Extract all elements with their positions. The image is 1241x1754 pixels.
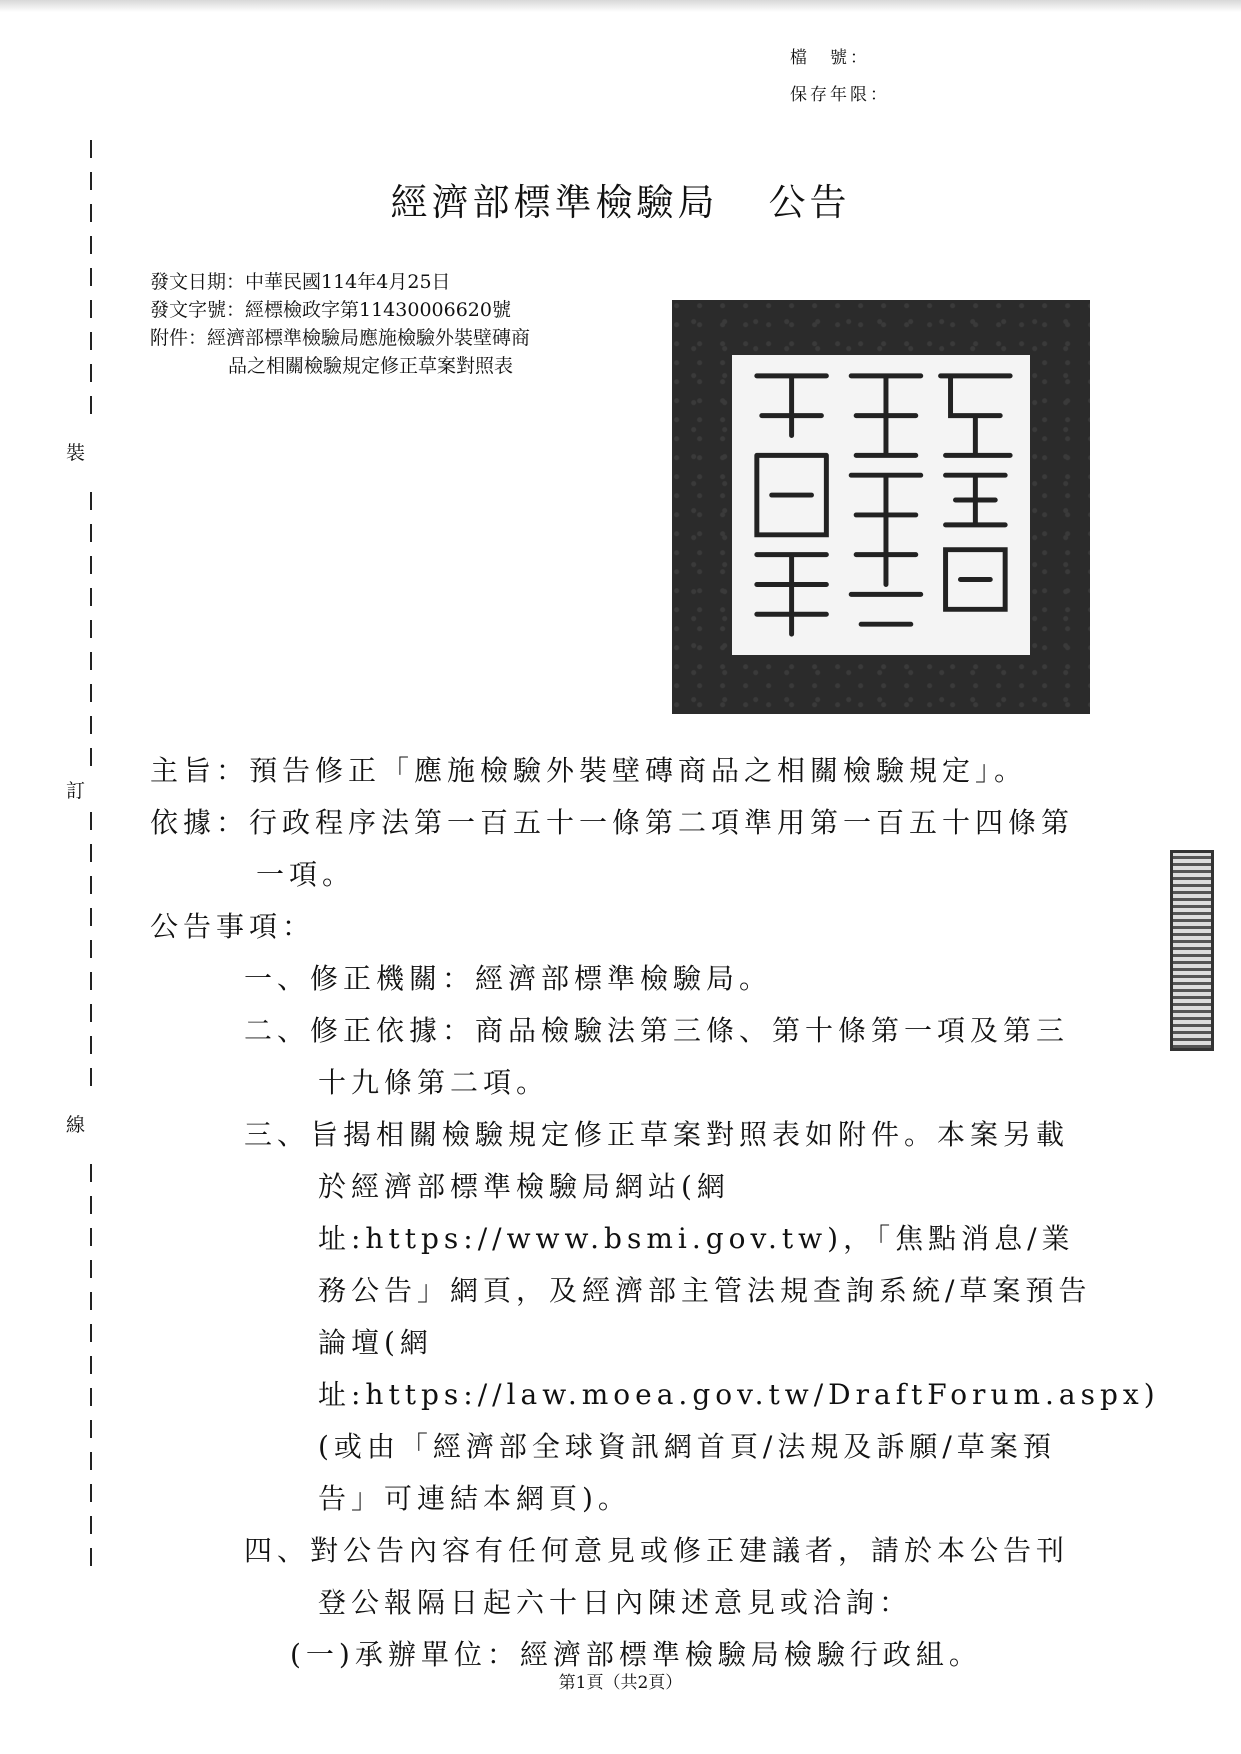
scan-edge <box>0 0 1241 12</box>
notice-heading: 公告事項： <box>150 910 316 943</box>
binding-tick <box>90 844 92 862</box>
file-number-label: 檔 號： <box>790 48 870 68</box>
binding-line <box>60 140 100 1600</box>
binding-tick <box>90 972 92 990</box>
binding-tick <box>90 812 92 830</box>
binding-tick <box>90 1516 92 1534</box>
binding-tick <box>90 652 92 670</box>
binding-tick <box>90 1484 92 1502</box>
binding-tick <box>90 140 92 158</box>
binding-tick <box>90 716 92 734</box>
title-agency: 經濟部標準檢驗局 <box>390 181 719 224</box>
attachment-line-1: 附件：經濟部標準檢驗局應施檢驗外裝壁磚商 <box>150 327 531 349</box>
binding-tick <box>90 908 92 926</box>
binding-char-xian: 線 <box>66 1114 86 1136</box>
binding-tick <box>90 268 92 286</box>
binding-tick <box>90 748 92 766</box>
binding-tick <box>90 1228 92 1246</box>
attachment-line-2: 品之相關檢驗規定修正草案對照表 <box>228 355 514 377</box>
page-title <box>0 172 1241 226</box>
retention-label: 保存年限： <box>790 85 890 105</box>
issue-number: 發文字號：經標檢政字第11430006620號 <box>150 299 511 321</box>
notice-item-2: 二、修正依據：商品檢驗法第三條、第十條第一項及第三十九條第二項。 <box>244 1014 1070 1099</box>
binding-char-ding: 訂 <box>66 780 86 802</box>
seal-glyphs-icon <box>732 355 1030 655</box>
binding-tick <box>90 620 92 638</box>
basis-line: 依據：行政程序法第一百五十一條第二項準用第一百五十四條第一項。 <box>150 806 1075 891</box>
binding-tick <box>90 1324 92 1342</box>
binding-tick <box>90 524 92 542</box>
binding-tick <box>90 396 92 414</box>
binding-tick <box>90 1196 92 1214</box>
binding-tick <box>90 1068 92 1086</box>
binding-tick <box>90 876 92 894</box>
binding-tick <box>90 1356 92 1374</box>
title-doc-type: 公告 <box>768 181 851 224</box>
seal-impression <box>732 355 1030 655</box>
subject-line: 主旨：預告修正「應施檢驗外裝壁磚商品之相關檢驗規定」。 <box>150 754 1028 787</box>
binding-tick <box>90 1420 92 1438</box>
page-number: 第1頁（共2頁） <box>558 1673 683 1693</box>
notice-subitem-1: (一)承辦單位：經濟部標準檢驗局檢驗行政組。 <box>290 1638 982 1671</box>
binding-tick <box>90 1548 92 1566</box>
binding-tick <box>90 588 92 606</box>
binding-tick <box>90 684 92 702</box>
binding-tick <box>90 556 92 574</box>
binding-tick <box>90 1036 92 1054</box>
binding-tick <box>90 364 92 382</box>
official-seal <box>672 300 1090 714</box>
notice-body <box>150 745 1160 1681</box>
binding-tick <box>90 1260 92 1278</box>
binding-char-zhuang: 裝 <box>66 442 86 464</box>
binding-tick <box>90 1452 92 1470</box>
binding-tick <box>90 236 92 254</box>
file-meta <box>790 40 890 114</box>
binding-tick <box>90 492 92 510</box>
binding-tick <box>90 1164 92 1182</box>
binding-tick <box>90 300 92 318</box>
binding-tick <box>90 940 92 958</box>
binding-tick <box>90 332 92 350</box>
issue-date: 發文日期：中華民國114年4月25日 <box>150 271 451 293</box>
notice-item-3: 三、旨揭相關檢驗規定修正草案對照表如附件。本案另載於經濟部標準檢驗局網站(網址:https://www.bsmi.gov.tw)，「焦點消息/業務公告」網頁，及經濟部主管法規查詢系統/草案預告論壇(網址:https://law.moea.gov.tw/DraftForum.aspx)(或由「經濟部全球資訊網首頁/法規及訴願/草案預告」可連結本網頁)。 <box>244 1118 1160 1515</box>
side-barcode-stamp <box>1170 850 1214 1051</box>
notice-item-1: 一、修正機關：經濟部標準檢驗局。 <box>244 962 773 995</box>
notice-item-4: 四、對公告內容有任何意見或修正建議者，請於本公告刊登公報隔日起六十日內陳述意見或洽詢： <box>244 1534 1070 1619</box>
binding-tick <box>90 1292 92 1310</box>
document-meta <box>150 268 530 380</box>
binding-tick <box>90 1388 92 1406</box>
binding-tick <box>90 1004 92 1022</box>
